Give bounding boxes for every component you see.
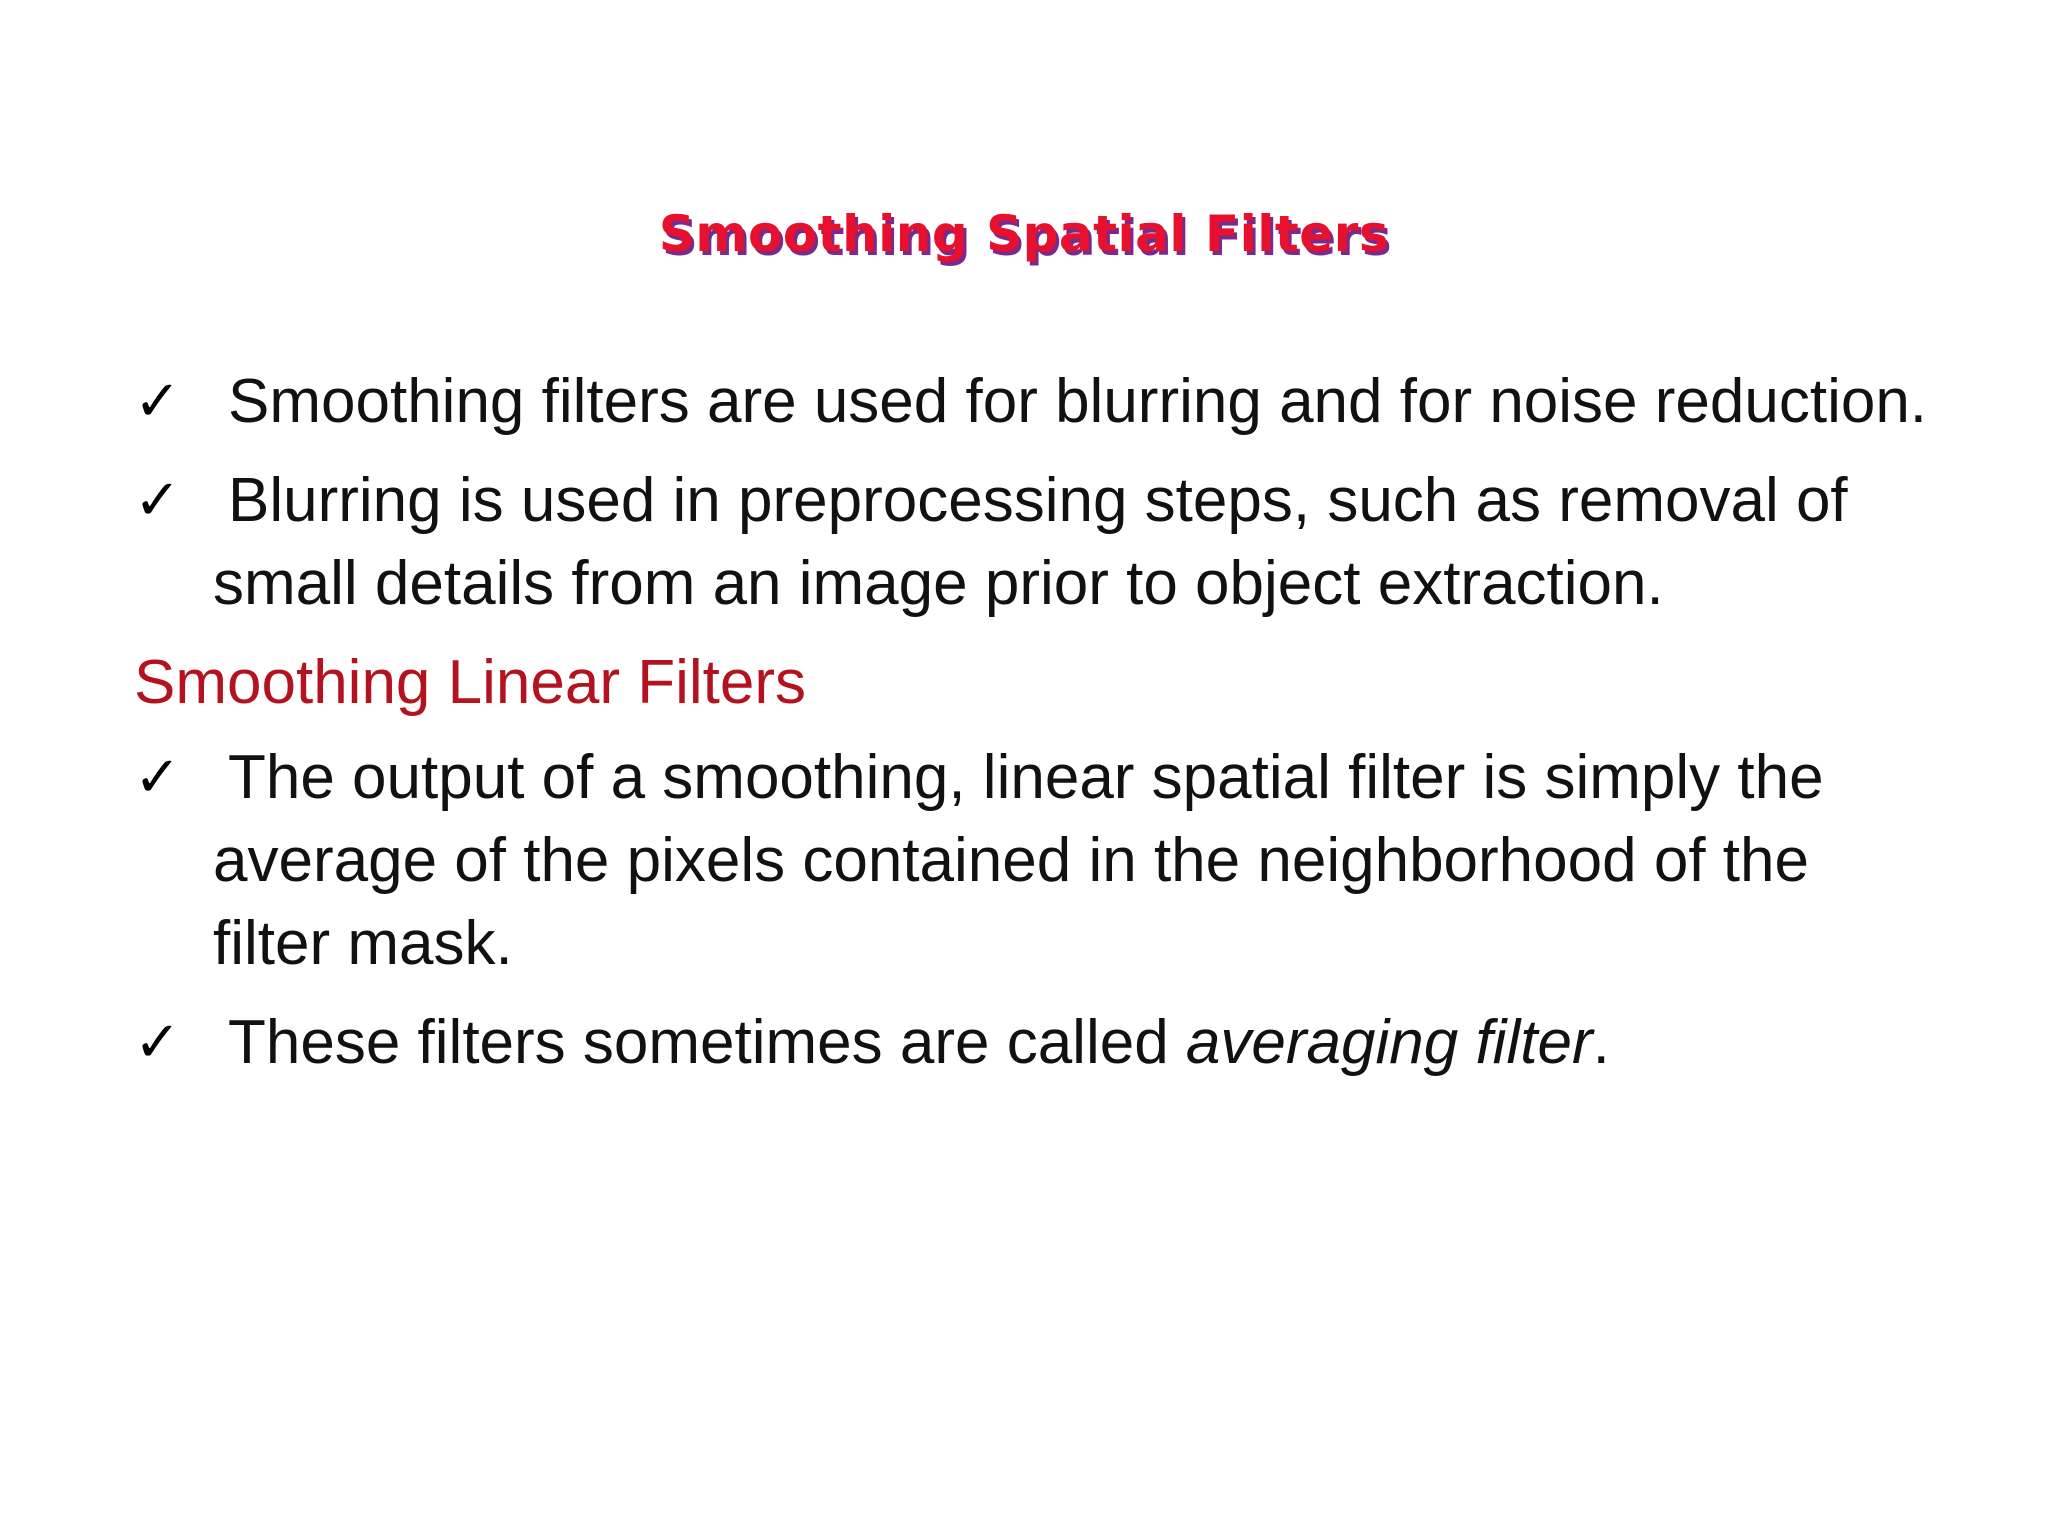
- bullet-item: [134, 736, 1934, 985]
- checkmark-icon: ✓: [134, 1010, 181, 1075]
- checkmark-icon: ✓: [134, 468, 181, 533]
- checkmark-icon: ✓: [134, 369, 181, 434]
- bullet-text: Smoothing filters are used for blurring and for noise reduction.: [228, 367, 1928, 436]
- checkmark-icon: ✓: [134, 745, 181, 810]
- slide-content: [134, 360, 1934, 1100]
- bullet-text: Blurring is used in preprocessing steps, such as removal of small details from an image prior to object extraction.: [213, 466, 1848, 618]
- bullet-item: [134, 1001, 1934, 1084]
- bullet-text: These filters sometimes are called averaging filter.: [228, 1008, 1610, 1077]
- bullet-item: [134, 360, 1934, 443]
- emphasis-term: averaging filter: [1185, 1008, 1593, 1077]
- bullet-text: The output of a smoothing, linear spatial filter is simply the average of the pixels contained in the neighborhood of the filter mask.: [213, 743, 1824, 978]
- slide-title: Smoothing Spatial Filters: [658, 205, 1390, 263]
- bullet-item: [134, 459, 1934, 625]
- subheading: Smoothing Linear Filters: [134, 648, 806, 717]
